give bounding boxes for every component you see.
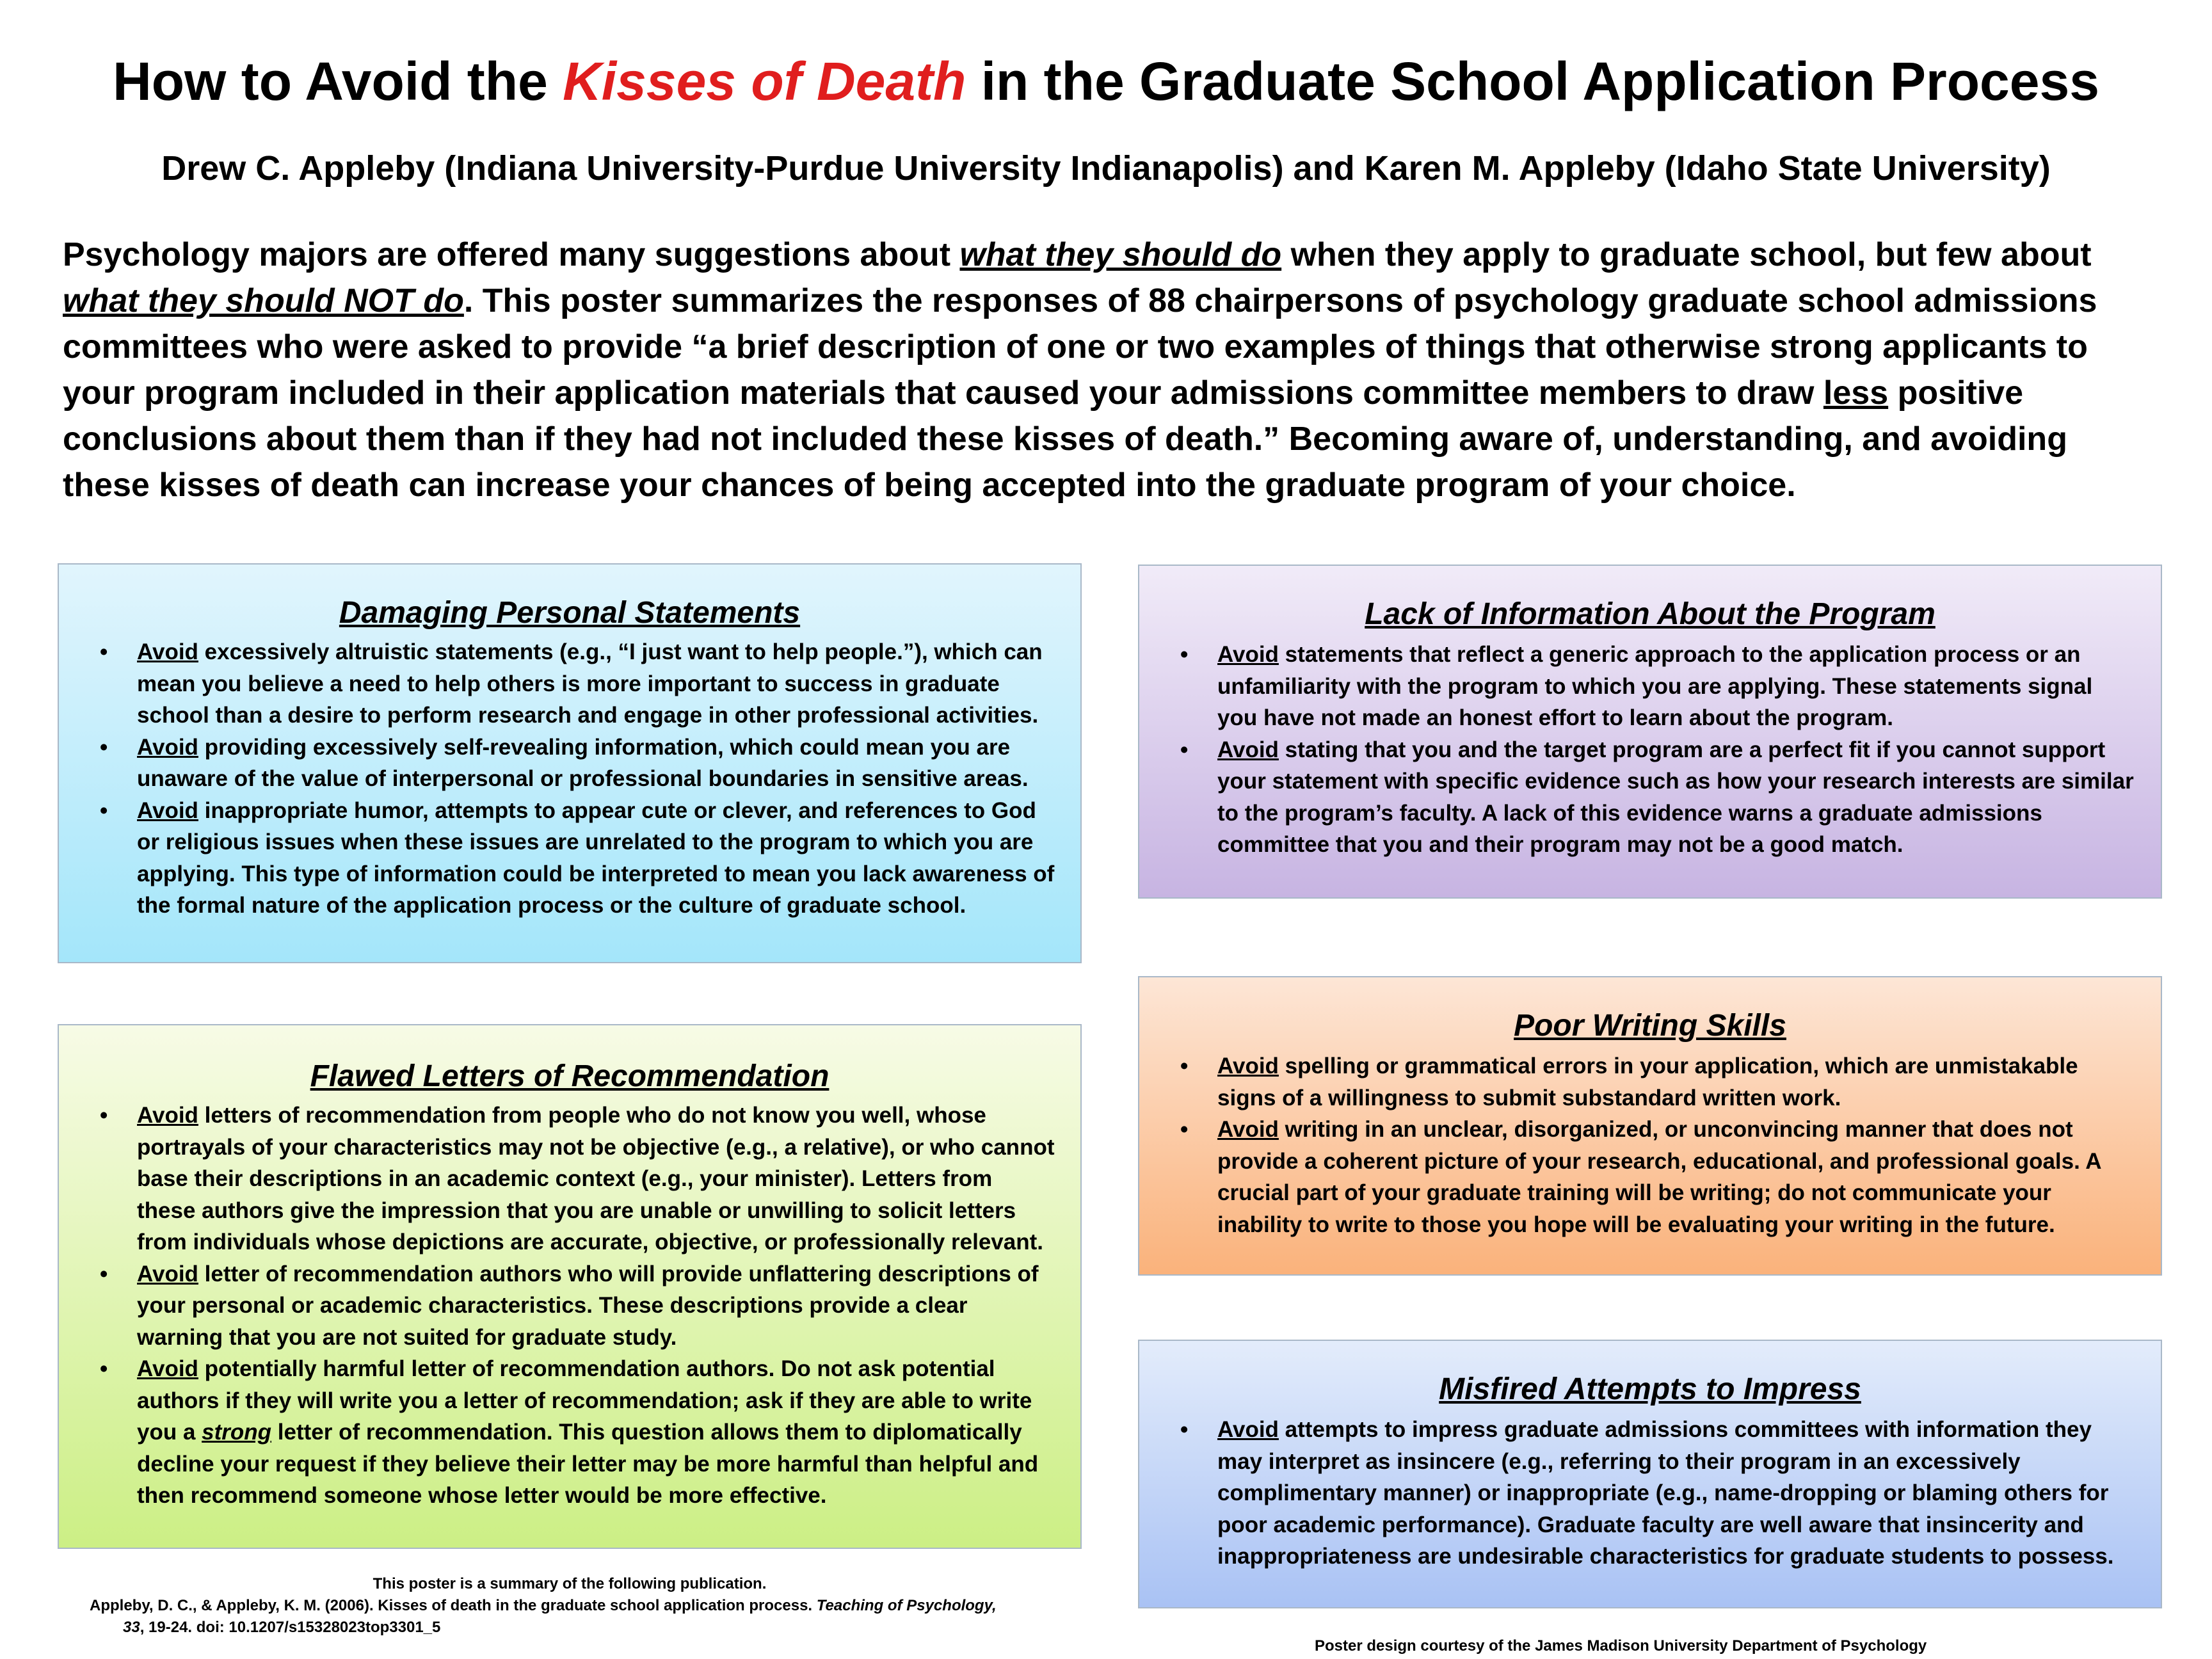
avoid-label: Avoid: [1217, 642, 1279, 667]
bullet-icon: •: [1180, 737, 1189, 762]
intro-emphasis-should-not: what they should NOT do: [63, 282, 464, 319]
panel-poor-writing-skills: [1138, 976, 2162, 1276]
panel-misfired-attempts: [1138, 1340, 2162, 1608]
avoid-label: Avoid: [137, 797, 198, 823]
item-text: potentially harmful letter of recommendation authors. Do not ask potential authors if they will write you a letter of recommendation; ask if they are able to write you a: [137, 1356, 1032, 1445]
bullet-icon: •: [100, 1103, 108, 1128]
panel-title: Flawed Letters of Recommendation: [310, 1059, 830, 1093]
design-credit: Poster design courtesy of the James Madison University Department of Psychology: [1315, 1637, 1927, 1655]
item-text: statements that reflect a generic approach to the application process or an unfamiliarity with the program to which you are applying. These statements signal you have not made an honest effort to learn about the program.: [1217, 642, 2093, 730]
bullet-icon: •: [100, 1261, 108, 1286]
panel-lack-of-information: [1138, 565, 2162, 899]
item-text: attempts to impress graduate admissions committees with information they may interpret as insincere (e.g., referring to their program in an excessively complimentary manner) or inappropriate (e.g., name-dropping or blaming others for poor academic performance). Graduate faculty are well aware that insincerity and inappropriateness are undesirable characteristics for graduate students to possess.: [1217, 1417, 2114, 1569]
item-text: letters of recommendation from people who do not know you well, whose portrayals of your characteristics may not be objective (e.g., a relative), or who cannot base their descriptions in an academic context (e.g., your minister). Letters from these authors give the impression that you are unable or unwilling to solicit letters from individuals whose depictions are accurate, objective, or professionally relevant.: [137, 1103, 1055, 1254]
avoid-label: Avoid: [137, 639, 198, 664]
bullet-list: [1165, 1414, 2135, 1573]
intro-emphasis-should: what they should do: [959, 236, 1282, 273]
item-text: inappropriate humor, attempts to appear cute or clever, and references to God or religious issues when these issues are unrelated to the program to which you are applying. This type of information could be interpreted to mean you lack awareness of the formal nature of the application process or the culture of graduate school.: [137, 797, 1055, 918]
panel-title: Damaging Personal Statements: [339, 596, 801, 630]
bullet-icon: •: [100, 639, 108, 664]
citation-journal: Teaching of Psychology,: [816, 1597, 997, 1614]
bullet-list: [84, 1100, 1055, 1512]
intro-underline-less: less: [1823, 374, 1889, 412]
panel-title: Misfired Attempts to Impress: [1439, 1372, 1861, 1406]
intro-text: . This poster summarizes the responses of 88 chairpersons of psychology graduate school admissions committees who were asked to provide “a brief description of one or two examples of things that otherwise strong applicants to your program included in their application materials that caused your admissions committee members to draw: [63, 282, 2097, 412]
bullet-icon: •: [1180, 1117, 1189, 1142]
bullet-icon: •: [100, 797, 108, 823]
intro-text: Psychology majors are offered many suggestions about: [63, 236, 960, 273]
list-item: [1180, 734, 2135, 861]
citation-reference-cont: [90, 1617, 1050, 1639]
bullet-list: [1165, 1050, 2135, 1240]
citation-text: Appleby, D. C., & Appleby, K. M. (2006). Kisses of death in the graduate school application process.: [90, 1597, 817, 1614]
bullet-list: [1165, 639, 2135, 861]
list-item: [100, 1353, 1055, 1512]
list-item: [1180, 1414, 2135, 1573]
list-item: [100, 636, 1055, 732]
bullet-icon: •: [1180, 1417, 1189, 1442]
title-part-1: How to Avoid the: [113, 51, 563, 111]
avoid-label: Avoid: [137, 734, 198, 760]
avoid-label: Avoid: [137, 1261, 198, 1286]
poster-authors: Drew C. Appleby (Indiana University-Purdue University Indianapolis) and Karen M. Appleby (Idaho State University): [161, 149, 2051, 188]
title-part-2: in the Graduate School Application Process: [966, 51, 2099, 111]
avoid-label: Avoid: [137, 1356, 198, 1381]
intro-text: when they apply to graduate school, but few about: [1281, 236, 2092, 273]
item-emphasis-strong: strong: [202, 1420, 272, 1445]
citation-reference: [90, 1595, 1050, 1617]
citation-heading: This poster is a summary of the following publication.: [373, 1575, 767, 1592]
avoid-label: Avoid: [1217, 1117, 1279, 1142]
avoid-label: Avoid: [137, 1103, 198, 1128]
citation-volume: 33: [123, 1619, 140, 1636]
list-item: [1180, 639, 2135, 734]
item-text: excessively altruistic statements (e.g., “I just want to help people.”), which can mean you believe a need to help others is more important to success in graduate school than a desire to perform research and engage in other professional activities.: [137, 639, 1043, 728]
list-item: [1180, 1050, 2135, 1114]
bullet-icon: •: [1180, 1054, 1189, 1078]
list-item: [1180, 1114, 2135, 1240]
item-text: letter of recommendation authors who will provide unflattering descriptions of your personal or academic characteristics. These descriptions provide a clear warning that you are not suited for graduate study.: [137, 1261, 1039, 1350]
bullet-icon: •: [100, 734, 108, 760]
avoid-label: Avoid: [1217, 1417, 1279, 1442]
bullet-icon: •: [1180, 642, 1189, 667]
list-item: [100, 732, 1055, 795]
intro-paragraph: [63, 232, 2156, 508]
item-text: providing excessively self-revealing information, which could mean you are unaware of the value of interpersonal or professional boundaries in sensitive areas.: [137, 734, 1029, 791]
item-text: stating that you and the target program are a perfect fit if you cannot support your statement with specific evidence such as how your research interests are similar to the program’s faculty. A lack of this evidence warns a graduate admissions committee that you and their program may not be a good match.: [1217, 737, 2134, 857]
bullet-icon: •: [100, 1356, 108, 1381]
bullet-list: [84, 636, 1055, 922]
title-accent: Kisses of Death: [563, 51, 966, 111]
panel-title: Poor Writing Skills: [1514, 1009, 1786, 1043]
avoid-label: Avoid: [1217, 737, 1279, 762]
item-text: spelling or grammatical errors in your application, which are unmistakable signs of a willingness to submit substandard written work.: [1217, 1054, 2078, 1110]
avoid-label: Avoid: [1217, 1054, 1279, 1078]
list-item: [100, 795, 1055, 922]
panel-title: Lack of Information About the Program: [1365, 597, 1936, 631]
intro-text: positive conclusions about them than if they had not included these kisses of death.” Becoming aware of, understanding, and avoiding these kisses of death can increase your chances of being accepted into the graduate program of your choice.: [63, 374, 2067, 504]
list-item: [100, 1258, 1055, 1354]
citation: [90, 1573, 1050, 1639]
citation-text: , 19-24. doi: 10.1207/s15328023top3301_5: [140, 1619, 441, 1636]
item-text: writing in an unclear, disorganized, or unconvincing manner that does not provide a coherent picture of your research, educational, and professional goals. A crucial part of your graduate training will be writing; do not communicate your inability to write to those you hope will be evaluating your writing in the future.: [1217, 1117, 2101, 1237]
poster-title: [0, 46, 2212, 116]
list-item: [100, 1100, 1055, 1258]
panel-letters-of-recommendation: [58, 1024, 1082, 1549]
panel-personal-statements: [58, 563, 1082, 963]
item-text: letter of recommendation. This question allows them to diplomatically decline your request if they believe their letter may be more harmful than helpful and then recommend someone whose letter would be more effective.: [137, 1420, 1039, 1508]
